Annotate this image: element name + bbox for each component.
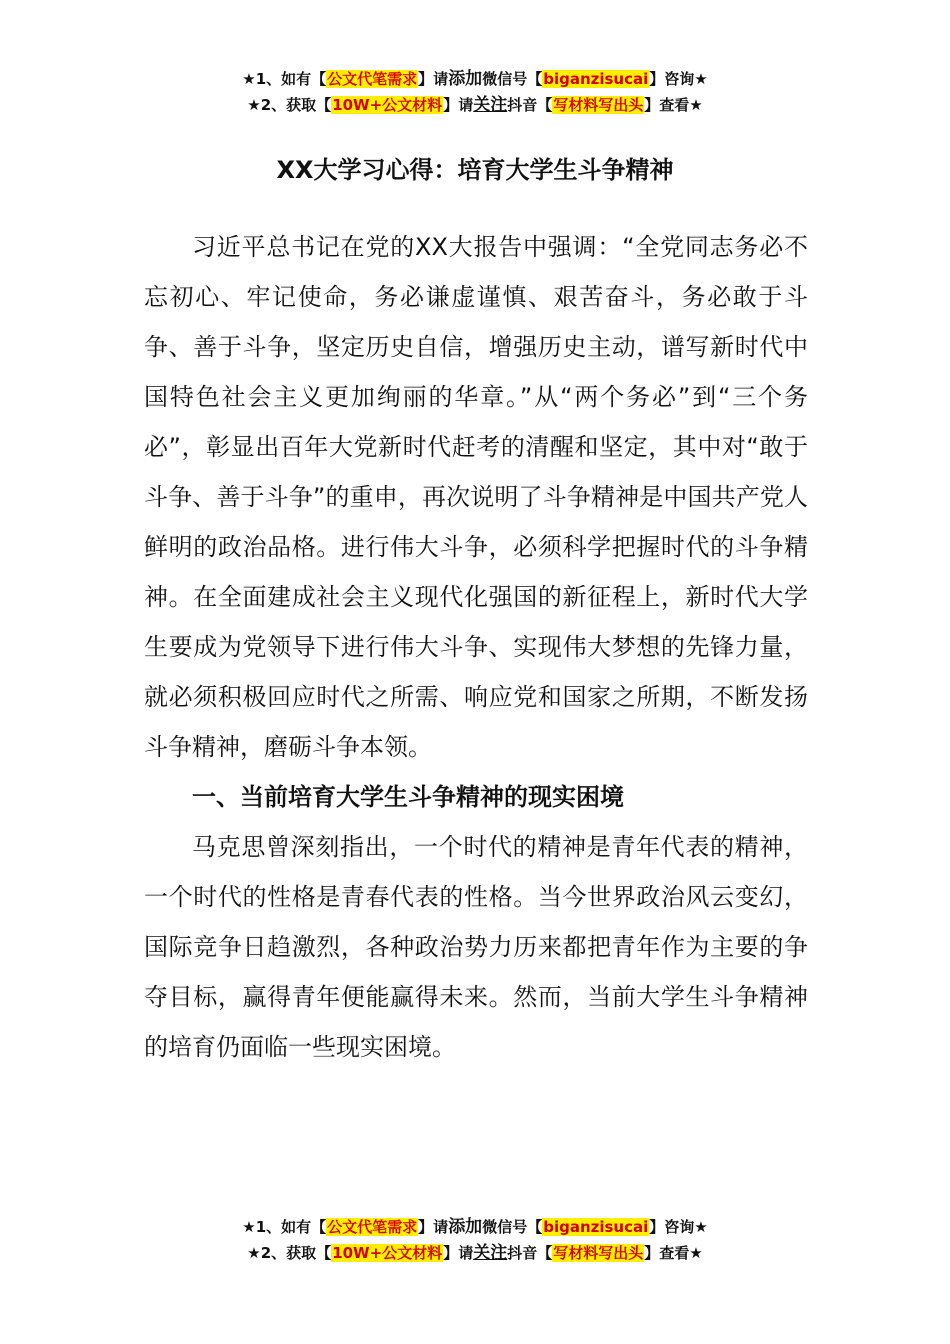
banner-highlight: 公文代笔需求 (327, 70, 418, 88)
banner-highlight: 10W+公文材料 (332, 1244, 443, 1262)
banner-text: 微信号【 (482, 1218, 543, 1236)
banner-text: 抖音【 (507, 1244, 553, 1262)
banner-text: 】咨询★ (649, 1218, 708, 1236)
footer-banner (0, 1214, 950, 1266)
document-title: XX大学习心得：培育大学生斗争精神 (276, 156, 674, 184)
banner-text: 微信号【 (482, 70, 543, 88)
body-paragraph: 马克思曾深刻指出，一个时代的精神是青年代表的精神，一个时代的性格是青春代表的性格。当今世界政治风云变幻，国际竞争日趋激烈，各种政治势力历来都把青年作为主要的争夺目标，赢得青年便能赢得未来。然而，当前大学生斗争精神的培育仍面临一些现实困境。 (144, 833, 808, 1061)
banner-highlight: biganzisucai (543, 70, 649, 88)
header-banner (0, 66, 950, 118)
section-heading: 一、当前培育大学生斗争精神的现实困境 (192, 783, 624, 811)
banner-highlight: 10W+公文材料 (332, 96, 443, 114)
document-body (144, 222, 808, 1072)
banner-text: 】请 (443, 1244, 474, 1262)
banner-text: 】请 (418, 1218, 449, 1236)
banner-line-2 (0, 1240, 950, 1266)
banner-text: 】查看★ (644, 1244, 703, 1262)
banner-text: 抖音【 (507, 96, 553, 114)
banner-text: ★1、如有【 (242, 70, 327, 88)
banner-highlight: 写材料写出头 (553, 1244, 644, 1262)
banner-line-1 (0, 66, 950, 92)
banner-highlight: 公文代笔需求 (327, 1218, 418, 1236)
banner-emphasis: 关注 (473, 95, 508, 115)
banner-text: ★2、获取【 (247, 1244, 332, 1262)
banner-emphasis: 关注 (473, 1243, 508, 1263)
banner-line-2 (0, 92, 950, 118)
banner-text: 】请 (418, 70, 449, 88)
banner-emphasis: 添加 (448, 1217, 483, 1237)
banner-emphasis: 添加 (448, 69, 483, 89)
banner-highlight: 写材料写出头 (553, 96, 644, 114)
banner-text: 】请 (443, 96, 474, 114)
banner-text: 】查看★ (644, 96, 703, 114)
banner-highlight: biganzisucai (543, 1218, 649, 1236)
body-paragraph: 习近平总书记在党的XX大报告中强调：“全党同志务必不忘初心、牢记使命，务必谦虚谨慎、艰苦奋斗，务必敢于斗争、善于斗争，坚定历史自信，增强历史主动，谱写新时代中国特色社会主义更加绚丽的华章。”从“两个务必”到“三个务必”，彰显出百年大党新时代赶考的清醒和坚定，其中对“敢于斗争、善于斗争”的重申，再次说明了斗争精神是中国共产党人鲜明的政治品格。进行伟大斗争，必须科学把握时代的斗争精神。在全面建成社会主义现代化强国的新征程上，新时代大学生要成为党领导下进行伟大斗争、实现伟大梦想的先锋力量，就必须积极回应时代之所需、响应党和国家之所期，不断发扬斗争精神，磨砺斗争本领。 (144, 233, 808, 761)
banner-text: ★2、获取【 (247, 96, 332, 114)
banner-text: 】咨询★ (649, 70, 708, 88)
banner-text: ★1、如有【 (242, 1218, 327, 1236)
banner-line-1 (0, 1214, 950, 1240)
